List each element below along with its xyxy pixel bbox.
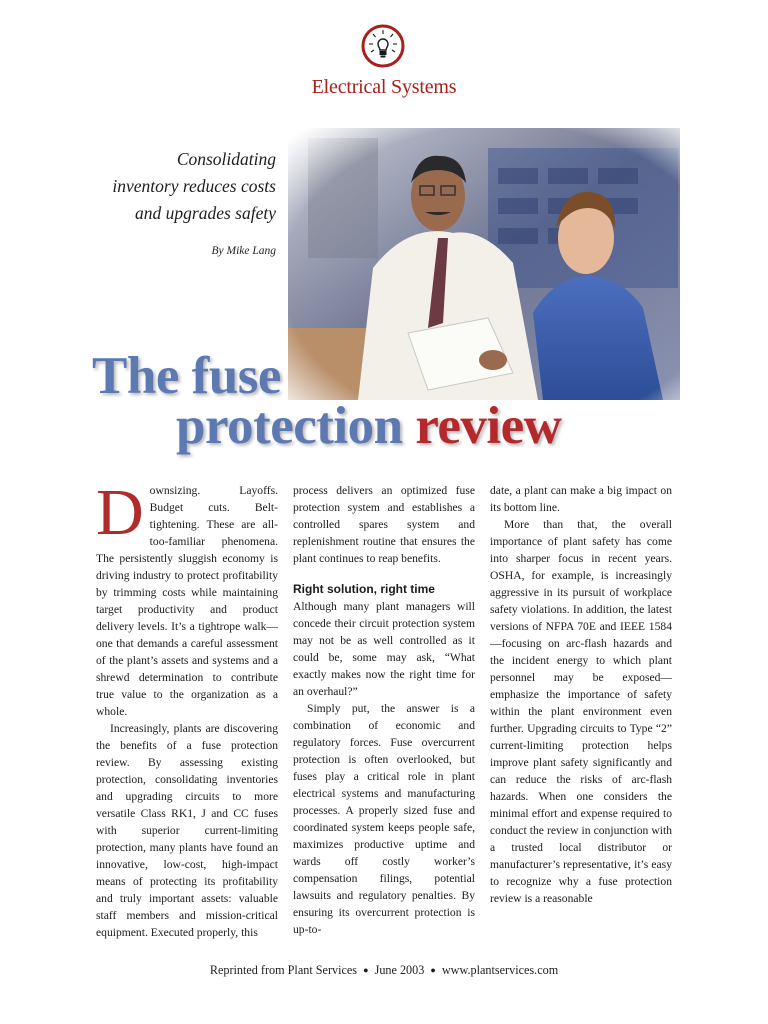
paragraph [96,482,278,720]
bullet-separator-icon: ● [430,965,436,975]
footer-url: www.plantservices.com [441,963,559,977]
paragraph-text: ownsizing. Layoffs. Budget cuts. Belt-tightening. These are all-too-familiar phenomena. The persistently sluggish economy is driving industry to protect profitability by trimming costs while maintaining target productivity and product delivery levels. It’s a tightrope walk—one that demands a careful assessment of the plant’s assets and systems and a shrewd determination to contribute true value to the organization as a whole. [96,484,278,718]
page-footer [0,963,768,978]
deck-line: and upgrades safety [135,203,276,223]
lightbulb-gear-icon [361,24,405,68]
article-column-1 [96,482,278,952]
drop-cap: D [96,482,144,549]
deck-line: Consolidating [176,149,276,169]
paragraph: More than that, the overall importance of plant safety has come into sharper focus in recent years. OSHA, for example, is increasingly aggressive in its pursuit of workplace safety violations. In addition, the latest versions of NFPA 70E and IEEE 1584—focusing on arc-flash hazards and the incident energy to which plant personnel may be exposed—emphasize the importance of safety within the plant environment even further. Upgrading circuits to Type “2” current-limiting protection helps improve plant safety significantly and can reduce the risks of arc-flash hazards. When one considers the minimal effort and expense required to conduct the review in conjunction with a trusted local distributor or manufacturer’s representative, it’s easy to recognize why a fuse protection review is a reasonable [490,518,672,905]
article-column-2 [293,482,475,952]
paragraph: Although many plant managers will concede their circuit protection system may not be as well controlled as it could be, some may ask, “What exactly makes now the right time for an overhaul?” [293,600,475,698]
footer-date: June 2003 [374,963,425,977]
paragraph: process delivers an optimized fuse protection system and establishes a controlled spares system and replenishment routine that ensures the plant continues to reap benefits. [293,484,475,565]
footer-source: Reprinted from Plant Services [209,963,358,977]
subheading: Right solution, right time [293,582,435,596]
paragraph: Simply put, the answer is a combination of economic and regulatory forces. Fuse overcurrent protection is often overlooked, but fuses play a critical role in plant electrical systems and manufacturing processes. A properly sized fuse and coordinated system keeps people safe, maximizes productive uptime and wards off costly worker’s compensation filings, potential lawsuits and regulatory penalties. By ensuring its overcurrent protection is up-to- [293,702,475,936]
headline-line-1: The fuse [92,347,281,405]
bullet-separator-icon: ● [363,965,369,975]
two-men-reviewing-document-photo [288,128,680,400]
headline-word: protection [176,397,403,455]
article-column-3 [490,482,672,952]
paragraph: Increasingly, plants are discovering the benefits of a fuse protection review. By assessing existing protection, consolidating inventories and upgrading circuits to more versatile Class RK1, J and CC fuses with superior current-limiting protection, many plants have found an innovative, low-cost, high-impact means of protecting its profitability and truly important assets: valuable staff members and mission-critical equipment. Executed properly, this [96,722,278,939]
article-deck [80,146,276,227]
paragraph: date, a plant can make a big impact on its bottom line. [490,484,672,514]
headline-accent-word: review [415,397,562,455]
headline-line-2 [176,397,562,455]
byline: By Mike Lang [211,245,276,257]
section-title: Electrical Systems [311,76,457,98]
deck-line: inventory reduces costs [112,176,276,196]
